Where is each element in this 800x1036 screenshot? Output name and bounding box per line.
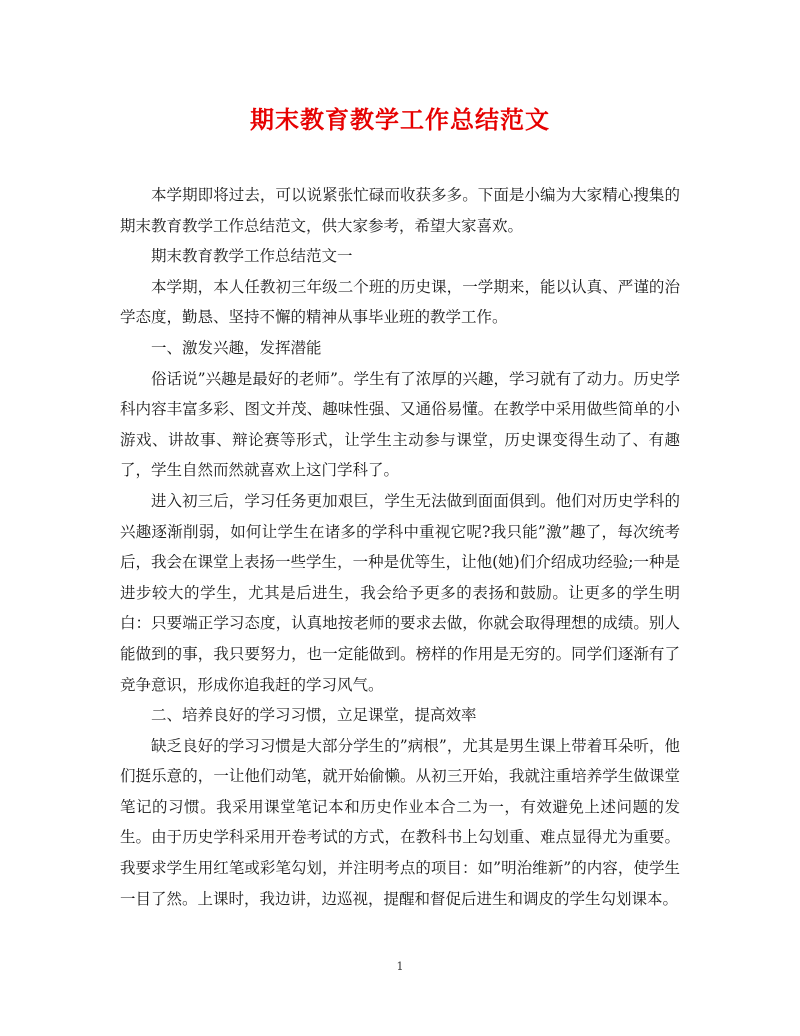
paragraph-overview: 本学期，本人任教初三年级二个班的历史课，一学期来，能以认真、严谨的治学态度，勤恳、坚持不懈的精神从事毕业班的教学工作。 (120, 277, 680, 327)
paragraph-heading-1: 一、激发兴趣，发挥潜能 (151, 338, 322, 357)
page-number: 1 (396, 960, 404, 973)
document-body (120, 180, 680, 914)
paragraph-heading-2: 二、培养良好的学习习惯，立足课堂，提高效率 (151, 706, 477, 725)
document-title: 期末教育教学工作总结范文 (250, 105, 550, 134)
paragraph-section-title: 期末教育教学工作总结范文一 (151, 247, 353, 266)
paragraph-interest: 俗话说”兴趣是最好的老师”。学生有了浓厚的兴趣，学习就有了动力。历史学科内容丰富多彩、图文并茂、趣味性强、又通俗易懂。在教学中采用做些简单的小游戏、讲故事、辩论赛等形式，让学生主动参与课堂，历史课变得生动了、有趣了，学生自然而然就喜欢上这门学科了。 (120, 369, 680, 480)
paragraph-habits: 缺乏良好的学习习惯是大部分学生的”病根”，尤其是男生课上带着耳朵听，他们挺乐意的，一让他们动笔，就开始偷懒。从初三开始，我就注重培养学生做课堂笔记的习惯。我采用课堂笔记本和历史作业本合二为一，有效避免上述问题的发生。由于历史学科采用开卷考试的方式，在教科书上勾划重、难点显得尤为重要。我要求学生用红笔或彩笔勾划，并注明考点的项目：如”明治维新”的内容，使学生一目了然。上课时，我边讲，边巡视，提醒和督促后进生和调皮的学生勾划课本。 (120, 736, 680, 908)
paragraph-intro: 本学期即将过去，可以说紧张忙碌而收获多多。下面是小编为大家精心搜集的期末教育教学工作总结范文，供大家参考，希望大家喜欢。 (120, 186, 680, 235)
paragraph-competition: 进入初三后，学习任务更加艰巨，学生无法做到面面俱到。他们对历史学科的兴趣逐渐削弱，如何让学生在诸多的学科中重视它呢?我只能”激”趣了，每次统考后，我会在课堂上表扬一些学生，一种是优等生，让他(她)们介绍成功经验;一种是进步较大的学生，尤其是后进生，我会给予更多的表扬和鼓励。让更多的学生明白：只要端正学习态度，认真地按老师的要求去做，你就会取得理想的成绩。别人能做到的事，我只要努力，也一定能做到。榜样的作用是无穷的。同学们逐渐有了竞争意识，形成你追我赶的学习风气。 (120, 491, 680, 694)
